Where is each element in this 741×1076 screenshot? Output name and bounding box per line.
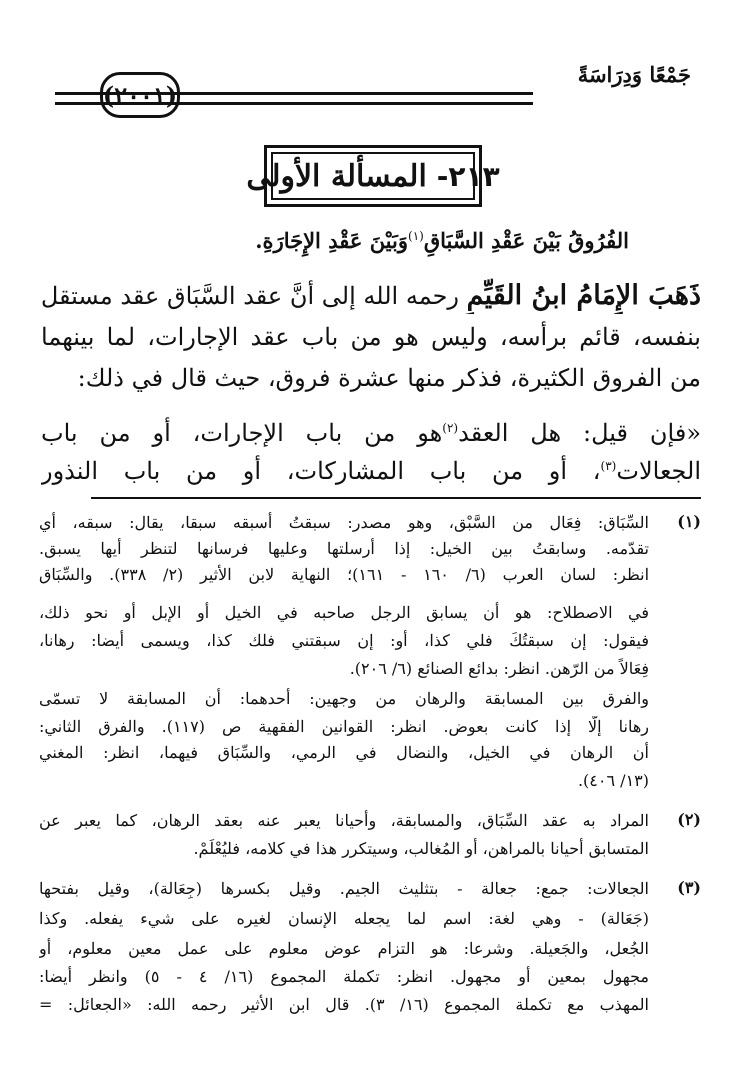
header-rule bbox=[55, 92, 99, 95]
subtitle-text-a: الفُرُوقُ بَيْنَ عَقْدِ السَّبَاقِ bbox=[423, 228, 629, 253]
body-line-2: بنفسه، قائم برأسه، وليس هو من باب عقد الإجارات، لما بينهما bbox=[41, 323, 701, 351]
body-line-4 bbox=[41, 410, 701, 451]
footnote-number: (٣) bbox=[677, 878, 701, 897]
footnote-mark: (٢) bbox=[442, 421, 459, 435]
section-title bbox=[246, 152, 500, 200]
footnote-line: مجهول بمعين أو مجهول. انظر: تكملة المجموع (١٦/ ٤ - ٥) وانظر أيضا: bbox=[39, 967, 649, 986]
footnote-line: فِعَالاً من الرّهن. انظر: بدائع الصنائع (٦/ ٢٠٦). bbox=[349, 659, 649, 678]
subtitle bbox=[255, 228, 629, 253]
footnote-divider bbox=[91, 497, 701, 499]
body-text: «فإن قيل: هل العقد bbox=[458, 419, 701, 447]
footnote-line: الجُعل، والجَعيلة. وشرعا: هو التزام عوض معلوم على عمل معين معلوم، أو bbox=[39, 939, 649, 958]
footnote-line: في الاصطلاح: هو أن يسابق الرجل صاحبه في الخيل أو الإبل أو نحو ذلك، bbox=[39, 603, 649, 622]
body-text: هو من باب الإجارات، أو من باب bbox=[41, 419, 443, 447]
footnote-line: (جَعَالة) - وهي لغة: اسم لما يجعله الإنسان لغيره على شيء يفعله. وكذا bbox=[39, 909, 649, 928]
footnote-line: المراد به عقد السِّبَاق، والمسابقة، وأحيانا يعبر عنه بعقد الرهان، كما يعبر عن bbox=[39, 811, 649, 830]
footnote-line: المهذب مع تكملة المجموع (١٦/ ٣). قال ابن الأثير رحمه الله: «الجعائل: = bbox=[39, 995, 649, 1014]
subtitle-text-b: وَبَيْنَ عَقْدِ الإِجَارَةِ. bbox=[255, 228, 409, 253]
footnote-line: والفرق بين المسابقة والرهان من وجهين: أحدهما: أن المسابقة لا تسمّى bbox=[39, 689, 649, 708]
running-header-title: جَمْعًا وَدِرَاسَةً bbox=[577, 62, 691, 87]
body-line-3: من الفروق الكثيرة، فذكر منها عشرة فروق، حيث قال في ذلك: bbox=[77, 364, 701, 392]
footnote-line: الجعالات: جمع: جعالة - بتثليث الجيم. وقيل بكسرها (جِعَالة)، وقيل بفتحها bbox=[39, 879, 649, 898]
footnote-line: (١٣/ ٤٠٦). bbox=[577, 771, 649, 790]
page-number: (٢٠٠١) bbox=[100, 72, 180, 118]
footnote-line: فيقول: إن سبقتُكَ فلي كذا، أو: إن سبقتني فلك كذا، ويسمى أيضا: رهانا، bbox=[39, 631, 649, 650]
footnote-number: (١) bbox=[677, 512, 701, 531]
footnote-mark: (٣) bbox=[600, 459, 617, 473]
footnote-line: أن الرهان في الخيل، والنضال في الرمي، والسِّبَاق فيهما، انظر: المغني bbox=[39, 743, 649, 762]
footnote-line: تقدّمه. وسابقتُ بين الخيل: إذا أرسلتها وعليها فرسانها لتنظر أيها يسبق. bbox=[39, 539, 649, 558]
footnote-line: رهانا إلّا إذا كانت بعوض. انظر: القوانين الفقهية ص (١١٧). والفرق الثاني: bbox=[39, 717, 649, 736]
body-text: الجعالات bbox=[616, 457, 701, 485]
body-line-5 bbox=[41, 448, 701, 489]
section-number: ٢١٣- bbox=[436, 159, 500, 193]
body-line-1 bbox=[41, 278, 701, 314]
body-text: ، أو من باب المشاركات، أو من باب النذور bbox=[41, 457, 601, 485]
body-text: رحمه الله إلى أنَّ عقد السَّبَاق عقد مستقل bbox=[41, 282, 467, 310]
footnote-line: السِّبَاق: فِعَال من السَّبْق، وهو مصدر: سبقتُ أسبقه سبقا، يقال: سبقه، أي bbox=[39, 513, 649, 532]
body-lead: ذَهَبَ الإِمَامُ ابنُ القَيِّمِ bbox=[466, 280, 701, 311]
header-rule bbox=[55, 102, 99, 105]
footnote-line: المتسابق أحيانا بالمراهن، أو المُغالب، وسيتكرر هذا في كلامه، فليُعْلَمْ. bbox=[193, 839, 649, 858]
section-title-frame bbox=[246, 145, 500, 207]
footnote-line: انظر: لسان العرب (٦/ ١٦٠ - ١٦١)؛ النهاية لابن الأثير (٢/ ٣٣٨). والسِّبَاق bbox=[39, 565, 649, 584]
footnote-mark: (١) bbox=[408, 229, 424, 243]
footnote-number: (٢) bbox=[677, 810, 701, 829]
section-title-text: المسألة الأولى bbox=[246, 158, 427, 194]
